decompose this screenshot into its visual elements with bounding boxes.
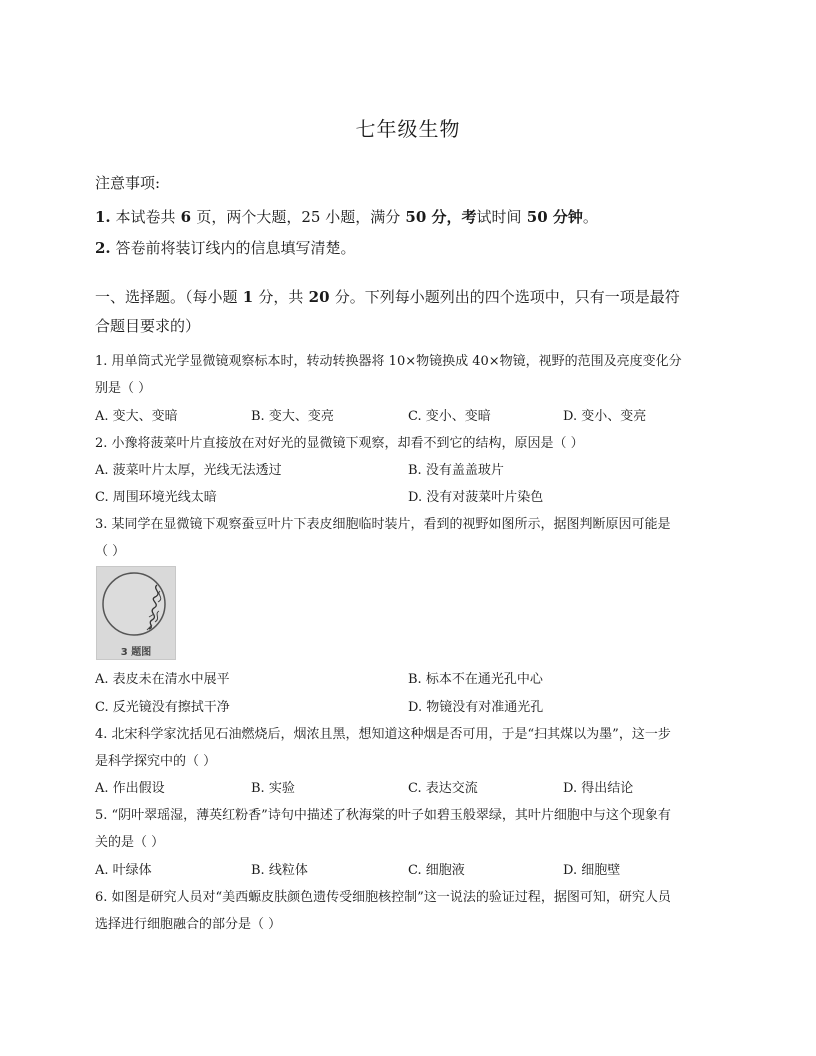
q4-option-c: C. 表达交流 xyxy=(408,781,478,796)
q6-stem-line-1: 6. 如图是研究人员对“美西螈皮肤颜色遗传受细胞核控制”这一说法的验证过程，据图可知，研究人员 xyxy=(95,890,671,905)
q4-stem-line-1: 4. 北宋科学家沈括见石油燃烧后，烟浓且黑，想知道这种烟是否可用，于是“扫其煤以为墨”，这一步 xyxy=(95,727,671,742)
q5-option-b: B. 线粒体 xyxy=(251,863,308,878)
q2-stem: 2. 小豫将菠菜叶片直接放在对好光的显微镜下观察，却看不到它的结构，原因是（ ） xyxy=(95,436,584,451)
q5-option-d: D. 细胞壁 xyxy=(563,863,621,878)
q1-stem-line-1: 1. 用单筒式光学显微镜观察标本时，转动转换器将 10×物镜换成 40×物镜，视野的范围及亮度变化分 xyxy=(95,354,682,369)
q1-option-b: B. 变大、变亮 xyxy=(251,409,334,424)
page-title: 七年级生物 xyxy=(355,117,461,141)
section-heading-line-2: 合题目要求的） xyxy=(95,317,201,335)
q1-option-d: D. 变小、变亮 xyxy=(563,409,647,424)
q5-stem-line-1: 5. “阴叶翠瑶湿，薄英红粉香”诗句中描述了秋海棠的叶子如碧玉般翠绿，其叶片细胞中与这个现象有 xyxy=(95,808,671,823)
notice-heading: 注意事项: xyxy=(95,174,161,192)
q6-stem-line-2: 选择进行细胞融合的部分是（ ） xyxy=(95,917,282,932)
microscope-view-figure xyxy=(96,566,176,660)
notice-item-1: 1. 本试卷共 6 页，两个大题，25 小题，满分 50 分，考试时间 50 分钟。 xyxy=(95,208,598,226)
q2-option-c: C. 周围环境光线太暗 xyxy=(95,490,217,505)
q4-stem-line-2: 是科学探究中的（ ） xyxy=(95,754,217,769)
q1-stem-line-2: 别是（ ） xyxy=(95,381,152,396)
q3-stem-line-1: 3. 某同学在显微镜下观察蚕豆叶片下表皮细胞临时装片，看到的视野如图所示，据图判断原因可能是 xyxy=(95,517,671,532)
q2-option-a: A. 菠菜叶片太厚，光线无法透过 xyxy=(95,463,282,478)
q3-stem-line-2: （ ） xyxy=(95,544,126,559)
q4-option-a: A. 作出假设 xyxy=(95,781,165,796)
q5-option-c: C. 细胞液 xyxy=(408,863,465,878)
q1-option-a: A. 变大、变暗 xyxy=(95,409,178,424)
notice-item-2: 2. 答卷前将装订线内的信息填写清楚。 xyxy=(95,239,356,257)
q3-option-c: C. 反光镜没有擦拭干净 xyxy=(95,700,230,715)
q4-option-d: D. 得出结论 xyxy=(563,781,634,796)
q5-option-a: A. 叶绿体 xyxy=(95,863,152,878)
q2-option-b: B. 没有盖盖玻片 xyxy=(408,463,504,478)
microscope-field-drawing xyxy=(97,567,175,645)
q4-option-b: B. 实验 xyxy=(251,781,295,796)
q3-option-d: D. 物镜没有对准通光孔 xyxy=(408,700,544,715)
figure-caption: 3 题图 xyxy=(120,647,152,658)
q1-option-c: C. 变小、变暗 xyxy=(408,409,491,424)
q2-option-d: D. 没有对菠菜叶片染色 xyxy=(408,490,544,505)
q5-stem-line-2: 关的是（ ） xyxy=(95,835,165,850)
q3-option-b: B. 标本不在通光孔中心 xyxy=(408,672,543,687)
section-heading-line-1: 一、选择题。（每小题 1 分，共 20 分。下列每小题列出的四个选项中，只有一项是最符 xyxy=(95,288,680,306)
q3-option-a: A. 表皮未在清水中展平 xyxy=(95,672,230,687)
